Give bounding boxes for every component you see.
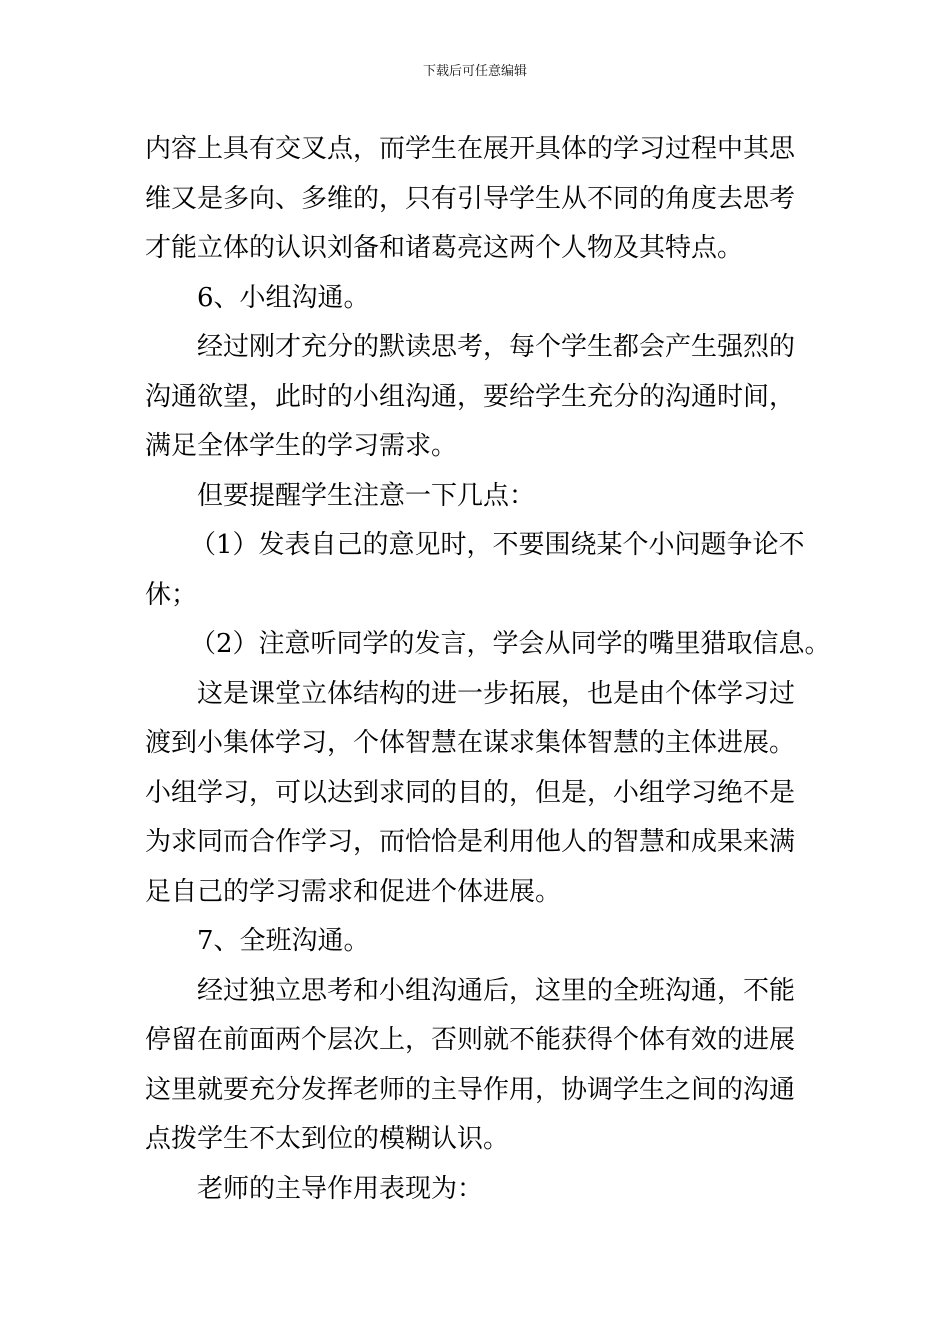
text-line: 停留在前面两个层次上，否则就不能获得个体有效的进展	[145, 1025, 796, 1055]
text-line: 满足全体学生的学习需求。	[145, 431, 458, 461]
text-line: 点拨学生不太到位的模糊认识。	[145, 1124, 510, 1154]
text-line: 为求同而合作学习，而恰恰是利用他人的智慧和成果来满	[145, 827, 796, 857]
text-line: 经过刚才充分的默读思考，每个学生都会产生强烈的	[197, 332, 796, 362]
document-body	[145, 125, 831, 1214]
list-item-1: （1）发表自己的意见时，不要围绕某个小问题争论不	[190, 530, 805, 560]
text-line: 才能立体的认识刘备和诸葛亮这两个人物及其特点。	[145, 233, 744, 263]
text-line: 小组学习，可以达到求同的目的，但是，小组学习绝不是	[145, 777, 796, 808]
section-heading-7: 7、全班沟通。	[197, 926, 370, 956]
text-line: 足自己的学习需求和促进个体进展。	[145, 876, 562, 907]
text-line: 沟通欲望，此时的小组沟通，要给学生充分的沟通时间，	[145, 381, 796, 412]
page-header-note: 下载后可任意编辑	[422, 64, 527, 79]
text-line: 这是课堂立体结构的进一步拓展，也是由个体学习过	[197, 678, 796, 709]
section-heading-6: 6、小组沟通。	[197, 282, 370, 313]
text-line: 这里就要充分发挥老师的主导作用，协调学生之间的沟通	[145, 1074, 796, 1105]
list-item-2: （2）注意听同学的发言，学会从同学的嘴里猎取信息。	[190, 629, 831, 659]
text-line: 渡到小集体学习，个体智慧在谋求集体智慧的主体进展。	[145, 728, 796, 758]
text-line: 内容上具有交叉点，而学生在展开具体的学习过程中其思	[145, 134, 796, 164]
text-line: 维又是多向、多维的，只有引导学生从不同的角度去思考	[145, 183, 796, 214]
text-line: 休；	[145, 579, 198, 610]
text-line: 老师的主导作用表现为：	[197, 1173, 484, 1204]
text-line: 但要提醒学生注意一下几点：	[197, 480, 536, 511]
text-line: 经过独立思考和小组沟通后，这里的全班沟通，不能	[197, 975, 796, 1006]
